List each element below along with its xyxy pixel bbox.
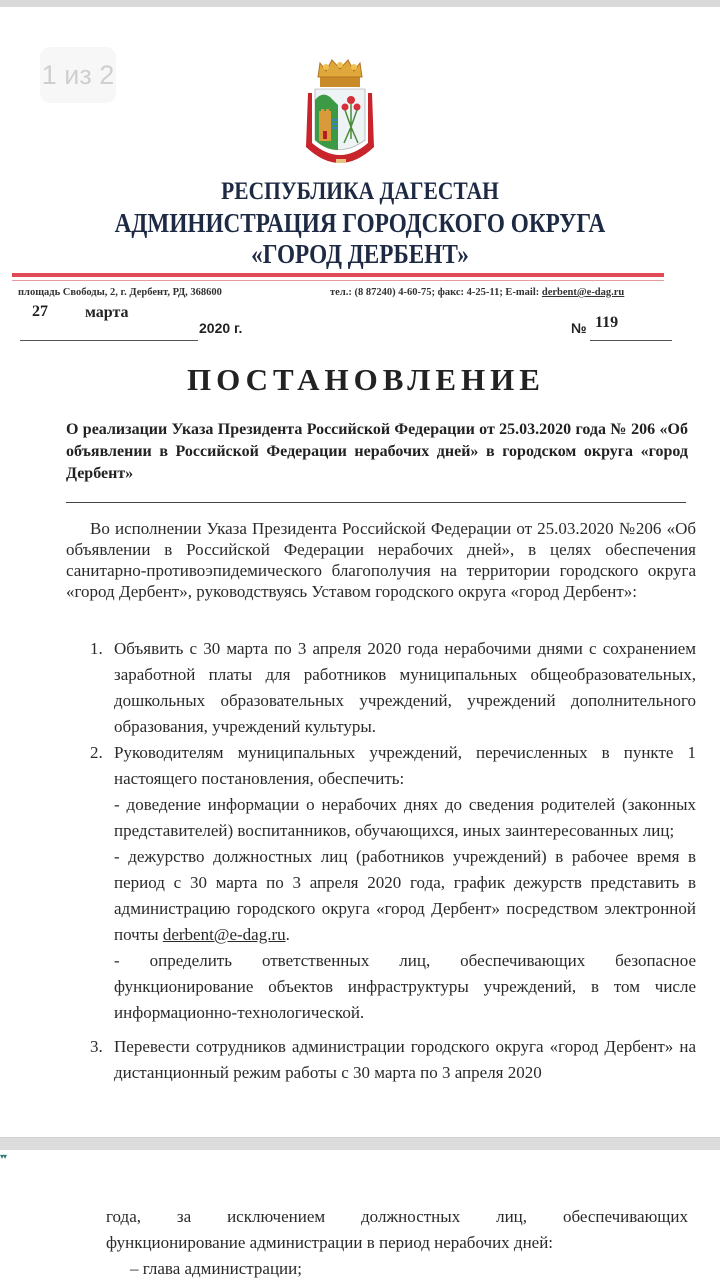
sub-item-duty [114, 844, 696, 948]
document-page-2[interactable] [0, 1150, 720, 1280]
preamble: Во исполнении Указа Президента Российской Федерации от 25.03.2020 №206 «Об объявлении в Российской Федерации нерабочих дней», в целях обеспечения санитарно-противоэпидемического благополучия на территории городского округа «город Дербент», руководствуясь Уставом городского округа «город Дербент»: [66, 519, 696, 601]
item-text: Объявить с 30 марта по 3 апреля 2020 года нерабочими днями с сохранением заработной платы для работников муниципальных общеобразовательных, дошкольных образовательных учреждений, учреждений дополнительного образования, учреждений культуры. [114, 639, 696, 736]
email-link[interactable]: derbent@e-dag.ru [162, 925, 286, 944]
crown-icon [318, 60, 362, 87]
letterhead-divider-thin [12, 280, 664, 281]
item-intro: Руководителям муниципальных учреждений, перечисленных в пункте 1 настоящего постановления, обеспечить: [114, 743, 696, 788]
date-day: 27 [32, 303, 48, 320]
sub-item-duty-text: - дежурство должностных лиц (работников учреждений) в рабочее время в период с 30 марта по 3 апреля 2020 года, график дежурств представить в администрацию городского округа «город Дербент» посредством электронной почты [114, 847, 696, 944]
list-item-3 [90, 1034, 696, 1086]
page-corner-mark-icon: ▾▾ [0, 1152, 7, 1161]
page2-dash-item: – глава администрации; [130, 1259, 302, 1278]
document-title: ПОСТАНОВЛЕНИЕ [187, 362, 545, 397]
date-month: марта [85, 304, 129, 321]
document-number: 119 [595, 314, 619, 331]
number-underline [590, 340, 672, 341]
sub-item-responsible: - определить ответственных лиц, обеспечивающих безопасное функционирование объектов инфраструктуры учреждений, в том числе информационно-технологической. [114, 951, 696, 1022]
list-item-2 [90, 740, 696, 1026]
number-sign: № [571, 320, 587, 336]
page2-line-1: года, за исключением должностных лиц, обеспечивающих [106, 1207, 688, 1226]
item-text: Перевести сотрудников администрации городского округа «город Дербент» на дистанционный режим работы с 30 марта по 3 апреля 2020 [114, 1037, 696, 1082]
contacts-text: тел.: (8 87240) 4-60-75; факс: 4-25-11; E-mail: [330, 287, 540, 298]
letterhead-republic: РЕСПУБЛИКА ДАГЕСТАН [221, 178, 499, 205]
item-number: 1. [90, 639, 103, 658]
letterhead-administration: АДМИНИСТРАЦИЯ ГОРОДСКОГО ОКРУГА [114, 208, 606, 238]
letterhead-city: «ГОРОД ДЕРБЕНТ» [251, 239, 469, 269]
letterhead-address: площадь Свободы, 2, г. Дербент, РД, 368600 [18, 287, 222, 298]
coat-of-arms-icon [290, 55, 390, 175]
list-item-1 [90, 636, 696, 740]
page-counter: 1 из 2 [40, 47, 116, 103]
item-number: 3. [90, 1037, 103, 1056]
sub-item-inform-parents: - доведение информации о нерабочих днях до сведения родителей (законных представителей) воспитанников, обучающихся, иных заинтересованных лиц; [114, 795, 696, 840]
sub-item-duty-end: . [285, 925, 290, 944]
letterhead-divider [12, 273, 664, 277]
date-underline [20, 340, 198, 341]
page-separator [0, 1137, 720, 1151]
item-text [114, 740, 696, 1026]
item-number: 2. [90, 743, 103, 762]
subject-divider [66, 502, 686, 503]
letterhead-contacts [330, 287, 624, 298]
page2-line-2: функционирование администрации в период нерабочих дней: [106, 1233, 554, 1252]
date-year: 2020 г. [199, 320, 243, 336]
letterhead-email-link[interactable]: derbent@e-dag.ru [541, 287, 625, 298]
document-subject: О реализации Указа Президента Российской Федерации от 25.03.2020 года № 206 «Об объявлении в Российской Федерации нерабочих дней» в городском округа «город Дербент» [66, 421, 688, 482]
viewer-top-bar [0, 0, 720, 7]
